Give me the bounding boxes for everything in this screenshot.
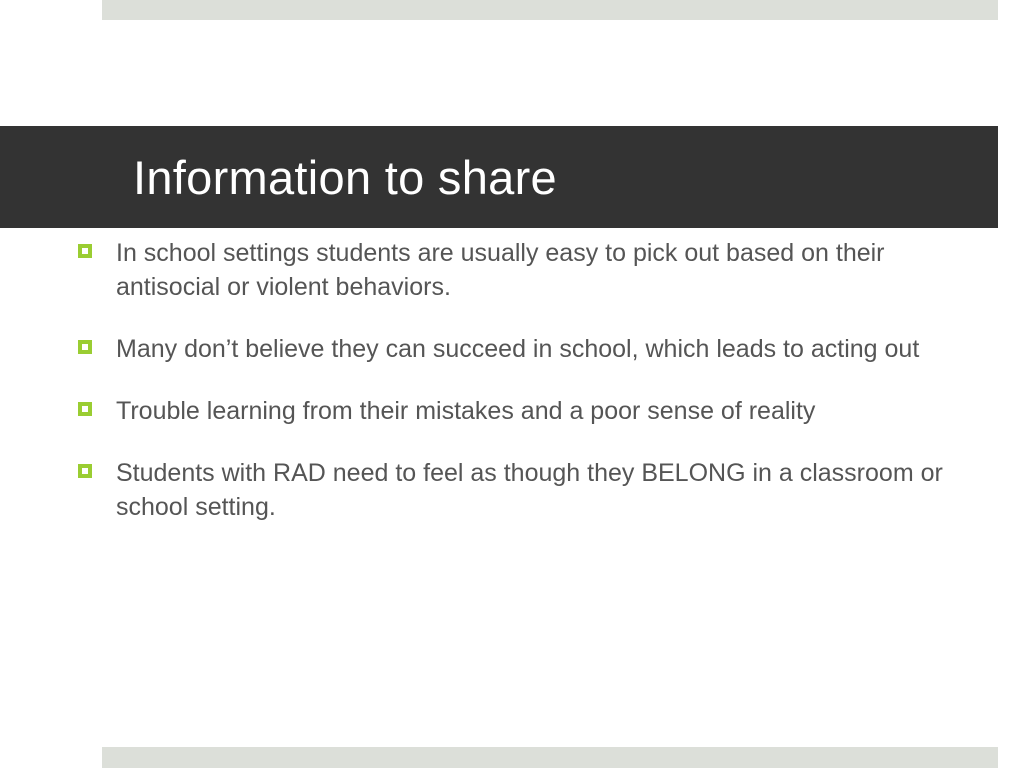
bullet-text: In school settings students are usually easy to pick out based on their antisocial or violent behaviors. — [116, 239, 885, 301]
square-outline-bullet-icon — [78, 464, 92, 478]
square-outline-bullet-icon — [78, 244, 92, 258]
bullet-item — [78, 236, 968, 304]
bullet-list — [78, 236, 968, 552]
bullet-text: Many don’t believe they can succeed in school, which leads to acting out — [116, 335, 920, 363]
bottom-decorative-band — [102, 747, 998, 768]
bullet-text: Students with RAD need to feel as though they BELONG in a classroom or school setting. — [116, 459, 943, 521]
slide-title: Information to share — [133, 151, 557, 204]
square-outline-bullet-icon — [78, 340, 92, 354]
bullet-item — [78, 394, 968, 428]
bullet-item — [78, 456, 968, 524]
square-outline-bullet-icon — [78, 402, 92, 416]
bullet-item — [78, 332, 968, 366]
top-decorative-band — [102, 0, 998, 20]
bullet-text: Trouble learning from their mistakes and a poor sense of reality — [116, 397, 816, 425]
